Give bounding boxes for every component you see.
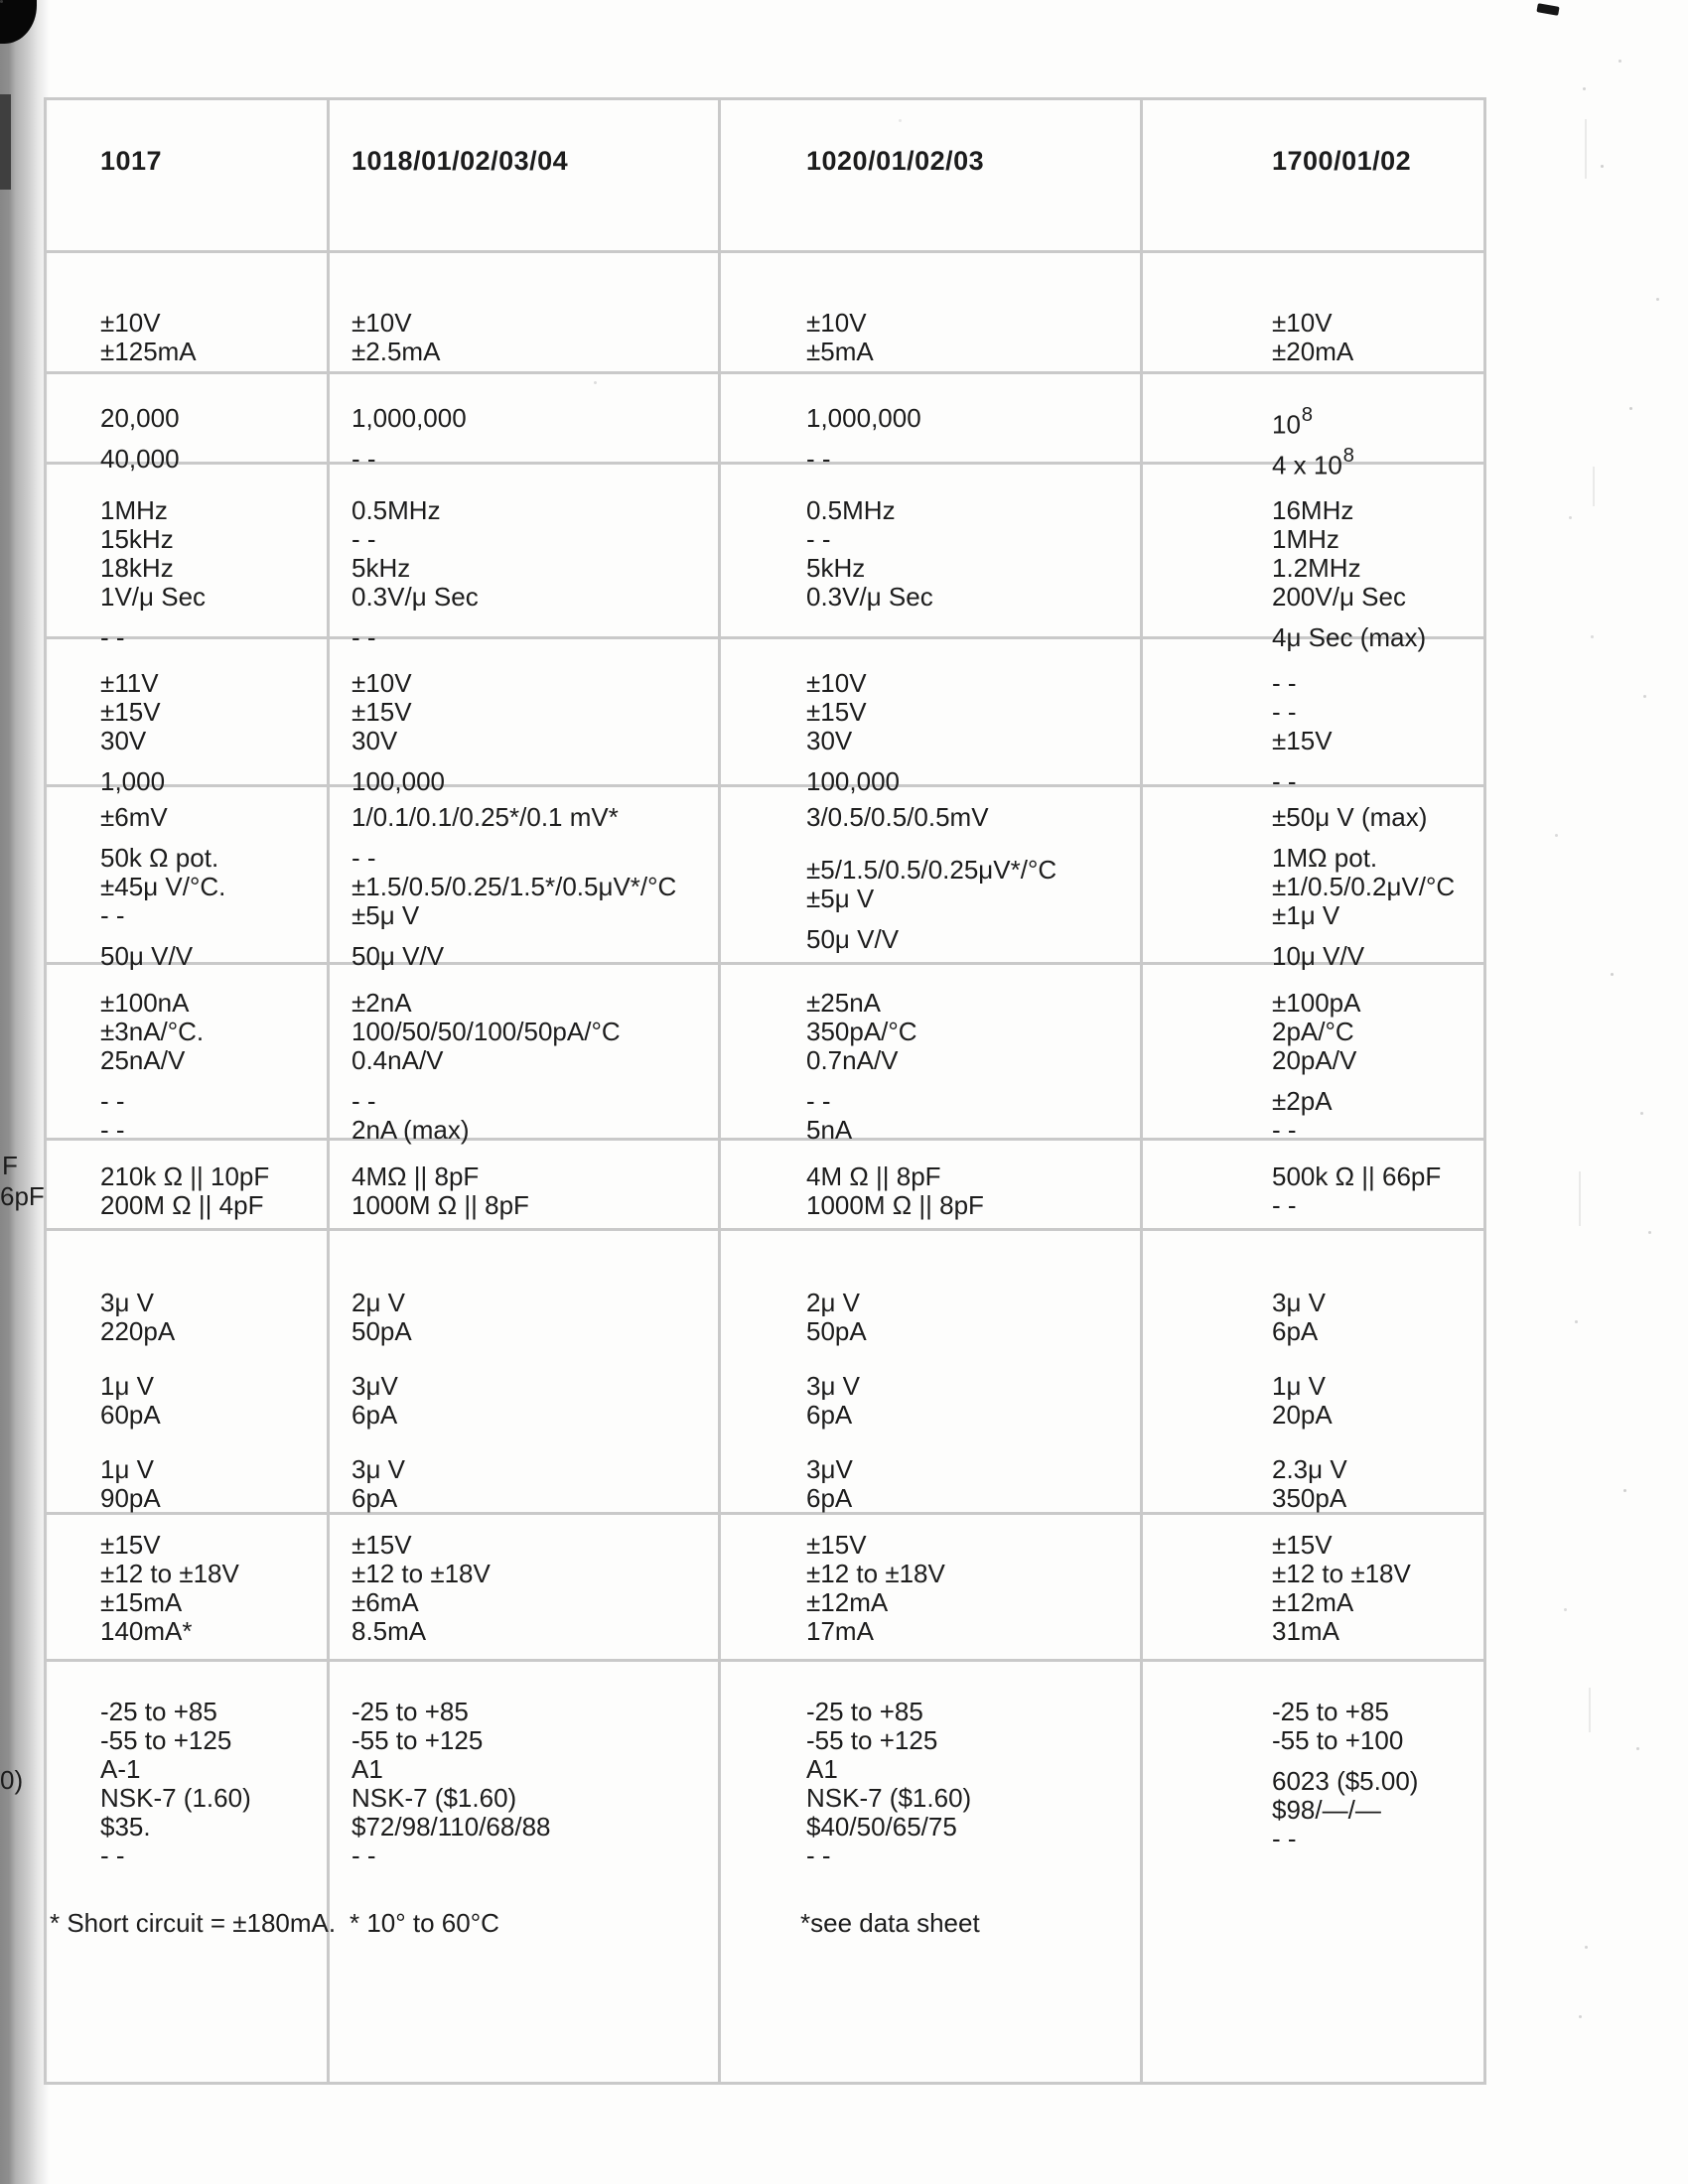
- spec-line: A1: [806, 1754, 838, 1784]
- spec-line: ±2nA: [352, 988, 412, 1018]
- line-gap: [806, 1346, 1140, 1372]
- spec-line: 5nA: [806, 1115, 853, 1145]
- line-gap: [100, 1430, 327, 1455]
- cell-bandwidth-slew-1020/01/02/03: [721, 465, 1143, 639]
- cell-input-supply-1017: [47, 639, 330, 796]
- spec-line: 16MHz: [1272, 495, 1354, 525]
- spec-line: 6pA: [806, 1483, 853, 1513]
- spec-line: $98/—/—: [1272, 1795, 1381, 1825]
- spec-line: -25 to +85: [100, 1697, 217, 1726]
- spec-line: ±2.5mA: [352, 337, 441, 366]
- spec-line: 1.2MHz: [1272, 553, 1361, 583]
- spec-line: ±12 to ±18V: [806, 1559, 945, 1588]
- spec-line: 30V: [100, 726, 147, 755]
- spec-line: 20pA: [1272, 1400, 1333, 1430]
- spec-line: 0.4nA/V: [352, 1045, 444, 1075]
- cell-open-loop-gain-1700/01/02: [1143, 374, 1483, 480]
- spec-line: 2nA (max): [352, 1115, 470, 1145]
- spec-line: A-1: [100, 1754, 141, 1784]
- spec-line: 5kHz: [806, 553, 866, 583]
- cell-power-supply-1020/01/02/03: [721, 1515, 1143, 1662]
- spec-line: 4M Ω || 8pF: [806, 1161, 941, 1191]
- spec-line: 500k Ω || 66pF: [1272, 1161, 1442, 1191]
- spec-line: - -: [806, 1086, 831, 1116]
- cell-power-supply-1700/01/02: [1143, 1515, 1483, 1662]
- spec-line: 1MHz: [1272, 524, 1339, 554]
- spec-line: 3μ V: [806, 1371, 861, 1401]
- header-cell-1700: 1700/01/02: [1143, 100, 1483, 253]
- spec-line: ±10V: [352, 668, 412, 698]
- spec-line: 350pA: [1272, 1483, 1347, 1513]
- spec-line: 350pA/°C: [806, 1017, 917, 1046]
- cell-bias-current-1020/01/02/03: [721, 965, 1143, 1145]
- spec-line: 0.3V/μ Sec: [806, 582, 933, 612]
- spec-line: ±10V: [352, 308, 412, 338]
- line-gap: [806, 433, 1140, 445]
- spec-line: 25nA/V: [100, 1045, 186, 1075]
- cell-offset-voltage-1700/01/02: [1143, 787, 1483, 971]
- spec-line: 6023 ($5.00): [1272, 1766, 1419, 1796]
- spec-line: 5kHz: [352, 553, 411, 583]
- cell-temp-price-1017: [47, 1662, 330, 2082]
- spec-line: ±1/0.5/0.2μV/°C: [1272, 872, 1456, 901]
- spec-line: ±12 to ±18V: [352, 1559, 491, 1588]
- cell-offset-voltage-1018/01/02/03/04: [330, 787, 721, 971]
- spec-line: 50μ V/V: [100, 941, 194, 971]
- spec-line: - -: [100, 1086, 125, 1116]
- cell-bandwidth-slew-1017: [47, 465, 330, 652]
- scan-streak: [1593, 467, 1595, 506]
- spec-line: 210k Ω || 10pF: [100, 1161, 270, 1191]
- spec-line: 50pA: [352, 1316, 412, 1346]
- spec-line: ±6mA: [352, 1587, 419, 1617]
- spec-line: ±15V: [352, 1530, 412, 1560]
- spec-line: ±10V: [100, 308, 161, 338]
- header-cell-1018: 1018/01/02/03/04: [330, 100, 721, 253]
- spec-line: - -: [100, 1841, 125, 1870]
- cell-bandwidth-slew-1018/01/02/03/04: [330, 465, 721, 652]
- cell-power-supply-1017: [47, 1515, 330, 1662]
- scan-streak: [1585, 119, 1587, 179]
- line-gap: [806, 1430, 1140, 1455]
- line-gap: [352, 433, 718, 445]
- spec-line: - -: [806, 444, 831, 474]
- spec-line: ±12mA: [1272, 1587, 1354, 1617]
- spec-line: 4μ Sec (max): [1272, 622, 1427, 652]
- cell-noise-1018/01/02/03/04: [330, 1231, 721, 1515]
- spec-line: NSK-7 ($1.60): [806, 1783, 972, 1813]
- line-gap: [352, 1075, 718, 1087]
- spec-line: 15kHz: [100, 524, 174, 554]
- spec-line: -25 to +85: [806, 1697, 923, 1726]
- spec-line: 60pA: [100, 1400, 161, 1430]
- spec-line: 50μ V/V: [352, 941, 445, 971]
- spec-line: - -: [352, 444, 376, 474]
- spec-line: ±25nA: [806, 988, 881, 1018]
- spec-line: 90pA: [100, 1483, 161, 1513]
- line-gap: [100, 1075, 327, 1087]
- cell-input-impedance-1018/01/02/03/04: [330, 1141, 721, 1231]
- spec-line: ±50μ V (max): [1272, 802, 1428, 832]
- cell-bias-current-1017: [47, 965, 330, 1145]
- line-gap: [806, 1075, 1140, 1087]
- spec-line: $72/98/110/68/88: [352, 1812, 551, 1842]
- spec-line: ±6mV: [100, 802, 168, 832]
- spec-line: ±10V: [1272, 308, 1333, 338]
- spec-line: -55 to +125: [806, 1725, 938, 1755]
- spec-line: ±12 to ±18V: [1272, 1559, 1411, 1588]
- spec-line: 3μV: [352, 1371, 398, 1401]
- spec-line: 50k Ω pot.: [100, 843, 219, 873]
- spec-line: - -: [100, 900, 125, 930]
- cell-input-impedance-1700/01/02: [1143, 1141, 1483, 1231]
- spec-line: ±10V: [806, 308, 867, 338]
- spec-line: 1μ V: [100, 1371, 155, 1401]
- spec-line: 0.3V/μ Sec: [352, 582, 479, 612]
- spec-line: ±15V: [100, 697, 161, 727]
- spec-line: NSK-7 (1.60): [100, 1783, 251, 1813]
- spec-line: -25 to +85: [352, 1697, 469, 1726]
- spec-line: 31mA: [1272, 1616, 1339, 1646]
- spec-line: 0.5MHz: [806, 495, 896, 525]
- line-gap: [1272, 1346, 1483, 1372]
- spec-line: 4MΩ || 8pF: [352, 1161, 480, 1191]
- spec-line: - -: [1272, 1115, 1297, 1145]
- spec-line: 3μ V: [1272, 1288, 1327, 1317]
- spec-line: 2pA/°C: [1272, 1017, 1354, 1046]
- spec-line: 50μ V/V: [806, 924, 900, 954]
- spec-line: ±15V: [806, 697, 867, 727]
- spec-line: ±2pA: [1272, 1086, 1333, 1116]
- spec-line: 1/0.1/0.1/0.25*/0.1 mV*: [352, 802, 619, 832]
- spec-line: ±3nA/°C.: [100, 1017, 205, 1046]
- line-gap: [806, 832, 1140, 844]
- spec-line: 1MHz: [100, 495, 168, 525]
- spec-line: 1000M Ω || 8pF: [352, 1190, 529, 1220]
- spec-line: 200M Ω || 4pF: [100, 1190, 264, 1220]
- spec-line: 50pA: [806, 1316, 867, 1346]
- spec-line: 140mA*: [100, 1616, 193, 1646]
- spec-line: ±5mA: [806, 337, 874, 366]
- spec-line: 20pA/V: [1272, 1045, 1357, 1075]
- spec-line: - -: [352, 1086, 376, 1116]
- footnote-temp-range: * 10° to 60°C: [350, 1908, 499, 1938]
- spec-line: 6pA: [352, 1400, 398, 1430]
- spec-line: 8.5mA: [352, 1616, 427, 1646]
- cell-rated-output-1018/01/02/03/04: [330, 253, 721, 374]
- footnote-see-data-sheet: *see data sheet: [800, 1908, 980, 1938]
- cell-power-supply-1018/01/02/03/04: [330, 1515, 721, 1662]
- left-edge-fragment: F: [2, 1151, 18, 1180]
- cell-offset-voltage-1020/01/02/03: [721, 787, 1143, 965]
- spec-line: - -: [100, 622, 125, 652]
- cell-noise-1700/01/02: [1143, 1231, 1483, 1515]
- spec-line: - -: [1272, 1824, 1297, 1853]
- scan-streak: [1579, 1171, 1581, 1226]
- cell-rated-output-1020/01/02/03: [721, 253, 1143, 374]
- scan-streak: [1589, 1688, 1591, 1732]
- spec-line: 100,000: [352, 766, 445, 796]
- spec-line: 200V/μ Sec: [1272, 582, 1406, 612]
- spec-line: - -: [1272, 668, 1297, 698]
- header-cell-1017: 1017: [47, 100, 330, 253]
- spec-line: 1MΩ pot.: [1272, 843, 1378, 873]
- spec-line: -55 to +125: [100, 1725, 232, 1755]
- spec-line: 1,000: [100, 766, 166, 796]
- cell-input-impedance-1017: [47, 1141, 330, 1231]
- spec-line: 40,000: [100, 444, 180, 474]
- spec-line: $40/50/65/75: [806, 1812, 957, 1842]
- scan-edge-smudge: [0, 94, 11, 190]
- spec-line: ±15mA: [100, 1587, 183, 1617]
- spec-line: ±12 to ±18V: [100, 1559, 239, 1588]
- spec-line: ±15V: [352, 697, 412, 727]
- line-gap: [1272, 1430, 1483, 1455]
- cell-input-supply-1020/01/02/03: [721, 639, 1143, 796]
- line-gap: [1272, 433, 1483, 445]
- spec-line: 220pA: [100, 1316, 176, 1346]
- spec-line: ±100nA: [100, 988, 190, 1018]
- spec-line: ±10V: [806, 668, 867, 698]
- spec-line: - -: [352, 622, 376, 652]
- spec-line: 3/0.5/0.5/0.5mV: [806, 802, 989, 832]
- spec-line: NSK-7 ($1.60): [352, 1783, 517, 1813]
- spec-line: ±45μ V/°C.: [100, 872, 226, 901]
- cell-open-loop-gain-1017: [47, 374, 330, 474]
- spec-line: ±15V: [100, 1530, 161, 1560]
- spec-line: 4 x $10^8$: [1272, 444, 1354, 480]
- left-edge-fragment: 0): [0, 1765, 24, 1795]
- spec-line: ±15V: [1272, 726, 1333, 755]
- footnote-short-circuit: * Short circuit = ±180mA.: [50, 1908, 337, 1938]
- spec-line: ±5μ V: [352, 900, 420, 930]
- spec-line: -25 to +85: [1272, 1697, 1389, 1726]
- cell-noise-1017: [47, 1231, 330, 1515]
- cell-open-loop-gain-1018/01/02/03/04: [330, 374, 721, 474]
- spec-line: 3μ V: [352, 1454, 406, 1484]
- spec-line: $10^8$: [1272, 403, 1313, 440]
- cell-bias-current-1018/01/02/03/04: [330, 965, 721, 1145]
- spec-line: - -: [1272, 766, 1297, 796]
- cell-temp-price-1700/01/02: [1143, 1662, 1483, 2082]
- spec-line: 1μ V: [100, 1454, 155, 1484]
- spec-line: ±15V: [1272, 1530, 1333, 1560]
- spec-line: - -: [352, 524, 376, 554]
- spec-line: - -: [352, 843, 376, 873]
- cell-input-impedance-1020/01/02/03: [721, 1141, 1143, 1231]
- spec-line: 2.3μ V: [1272, 1454, 1347, 1484]
- cell-input-supply-1018/01/02/03/04: [330, 639, 721, 796]
- line-gap: [806, 612, 1140, 623]
- spec-line: ±20mA: [1272, 337, 1354, 366]
- spec-line: 2μ V: [352, 1288, 406, 1317]
- spec-line: -55 to +125: [352, 1725, 484, 1755]
- spec-line: ±1.5/0.5/0.25/1.5*/0.5μV*/°C: [352, 872, 677, 901]
- cell-noise-1020/01/02/03: [721, 1231, 1143, 1515]
- spec-line: 30V: [806, 726, 853, 755]
- line-gap: [806, 623, 1140, 635]
- left-edge-fragment: 6pF: [0, 1181, 45, 1211]
- line-gap: [352, 832, 718, 844]
- line-gap: [352, 612, 718, 623]
- spec-line: 100,000: [806, 766, 900, 796]
- cell-temp-price-1018/01/02/03/04: [330, 1662, 721, 2082]
- spec-line: 18kHz: [100, 553, 174, 583]
- spec-line: - -: [806, 1841, 831, 1870]
- spec-line: 3μV: [806, 1454, 853, 1484]
- spec-line: 1,000,000: [352, 403, 467, 433]
- spec-line: 1,000,000: [806, 403, 921, 433]
- spec-line: ±11V: [100, 668, 159, 698]
- spec-line: 10μ V/V: [1272, 941, 1365, 971]
- line-gap: [1272, 755, 1483, 767]
- scan-noise: [0, 0, 3, 3]
- spec-line: ±5μ V: [806, 884, 875, 913]
- cell-input-supply-1700/01/02: [1143, 639, 1483, 796]
- spec-line: $35.: [100, 1812, 151, 1842]
- cell-temp-price-1020/01/02/03: [721, 1662, 1143, 2082]
- spec-line: 1V/μ Sec: [100, 582, 207, 612]
- line-gap: [352, 1430, 718, 1455]
- spec-line: ±15V: [806, 1530, 867, 1560]
- spec-line: 1000M Ω || 8pF: [806, 1190, 984, 1220]
- line-gap: [100, 1346, 327, 1372]
- spec-line: ±100pA: [1272, 988, 1361, 1018]
- cell-rated-output-1017: [47, 253, 330, 374]
- spec-line: ±1μ V: [1272, 900, 1340, 930]
- spec-line: 30V: [352, 726, 398, 755]
- spec-line: 6pA: [352, 1483, 398, 1513]
- spec-table: [44, 97, 1486, 2085]
- spec-line: ±125mA: [100, 337, 197, 366]
- spec-line: 0.7nA/V: [806, 1045, 899, 1075]
- header-cell-1020: 1020/01/02/03: [721, 100, 1143, 253]
- spec-line: ±5/1.5/0.5/0.25μV*/°C: [806, 855, 1057, 885]
- spec-line: - -: [1272, 697, 1297, 727]
- spec-line: 100/50/50/100/50pA/°C: [352, 1017, 621, 1046]
- line-gap: [100, 612, 327, 623]
- cell-bandwidth-slew-1700/01/02: [1143, 465, 1483, 652]
- cell-rated-output-1700/01/02: [1143, 253, 1483, 374]
- spec-line: A1: [352, 1754, 383, 1784]
- spec-line: 0.5MHz: [352, 495, 441, 525]
- spec-line: - -: [806, 524, 831, 554]
- spec-line: - -: [100, 1115, 125, 1145]
- spec-line: 2μ V: [806, 1288, 861, 1317]
- spec-line: - -: [352, 1841, 376, 1870]
- spec-line: 6pA: [806, 1400, 853, 1430]
- spec-line: 1μ V: [1272, 1371, 1327, 1401]
- spec-line: 3μ V: [100, 1288, 155, 1317]
- cell-bias-current-1700/01/02: [1143, 965, 1483, 1145]
- cell-open-loop-gain-1020/01/02/03: [721, 374, 1143, 474]
- spec-line: - -: [1272, 1190, 1297, 1220]
- spec-line: 20,000: [100, 403, 180, 433]
- spec-line: 6pA: [1272, 1316, 1319, 1346]
- page-edge-tick: [1536, 3, 1559, 16]
- spec-line: 17mA: [806, 1616, 874, 1646]
- spec-line: -55 to +100: [1272, 1725, 1404, 1755]
- spec-line: ±12mA: [806, 1587, 889, 1617]
- cell-offset-voltage-1017: [47, 787, 330, 971]
- line-gap: [352, 1346, 718, 1372]
